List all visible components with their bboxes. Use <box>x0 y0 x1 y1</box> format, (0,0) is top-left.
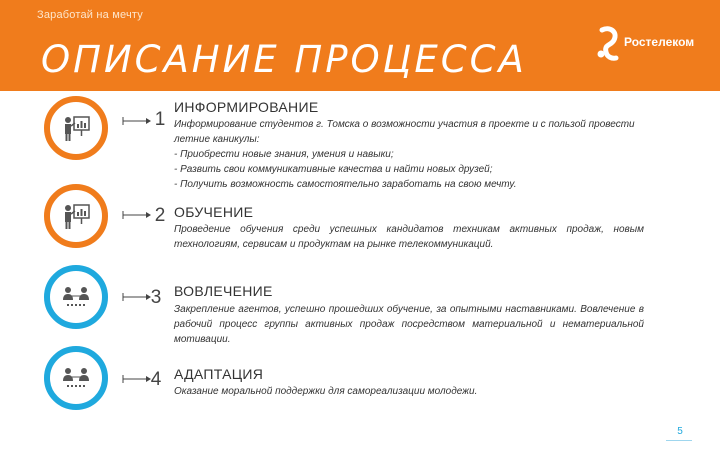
step-2-icon-circle <box>44 184 108 248</box>
people-icon <box>62 283 90 311</box>
list-item: - Приобрести новые знания, умения и навыки; <box>174 147 644 162</box>
step-3-title: ВОВЛЕЧЕНИЕ <box>174 283 273 299</box>
step-4-icon-circle <box>44 346 108 410</box>
step-4-number: 4 <box>150 369 162 390</box>
step-3-number: 3 <box>150 287 162 308</box>
list-item: - Развить свои коммуникативные качества и найти новых друзей; <box>174 162 644 177</box>
step-1-number: 1 <box>154 109 166 130</box>
step-1-title: ИНФОРМИРОВАНИЕ <box>174 99 319 115</box>
page-number: 5 <box>677 426 683 437</box>
step-3-icon-circle <box>44 265 108 329</box>
step-1-bullet-list <box>174 147 644 192</box>
step-2-title: ОБУЧЕНИЕ <box>174 204 254 220</box>
step-2-description: Проведение обучения среди успешных кандидатов техникам активных продаж, новым технологиям, сервисам и продуктам на рынке телекоммуникаций. <box>174 224 644 250</box>
header-banner <box>0 0 720 91</box>
step-1-intro: Информирование студентов г. Томска о возможности участия в проекте и с пользой провести летние каникулы: <box>174 119 635 145</box>
presentation-icon <box>62 202 90 230</box>
logo-text: Ростелеком <box>624 35 695 49</box>
rostelecom-logo <box>596 26 696 62</box>
step-4-description: Оказание моральной поддержки для самореализации молодежи. <box>174 386 478 397</box>
rostelecom-logo-icon <box>596 26 622 62</box>
step-1-arrow-icon <box>122 116 152 126</box>
list-item: - Получить возможность самостоятельно заработать на свою мечту. <box>174 177 644 192</box>
step-4-title: АДАПТАЦИЯ <box>174 366 264 382</box>
page-number-underline <box>666 440 692 441</box>
step-3-description: Закрепление агентов, успешно прошедших обучение, за опытными наставниками. Вовлечение в рабочий процесс группы активных продаж посредством материальной и нематериальной мотивации. <box>174 304 644 345</box>
subtitle: Заработай на мечту <box>37 9 143 21</box>
step-2-number: 2 <box>154 205 166 226</box>
step-1-description <box>174 117 644 192</box>
people-icon <box>62 364 90 392</box>
step-1-icon-circle <box>44 96 108 160</box>
page-title: ОПИСАНИЕ ПРОЦЕССА <box>41 38 527 81</box>
presentation-icon <box>62 114 90 142</box>
step-2-arrow-icon <box>122 210 152 220</box>
